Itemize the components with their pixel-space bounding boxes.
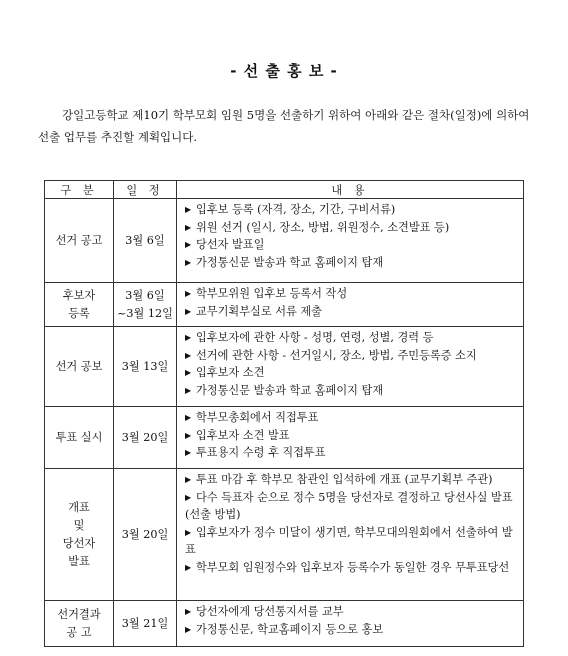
bullet-icon: ▶ [185,448,192,457]
item-text: 투표용지 수령 후 직접투표 [196,446,326,459]
item-text: 다수 득표자 순으로 정수 5명을 당선자로 결정하고 당선사실 발표 [196,490,513,504]
schedule-table [44,180,524,647]
list-item [185,603,517,621]
row-date: 3월 20일 [114,469,177,601]
row-date: 3월 20일 [114,407,177,469]
intro-paragraph: 강일고등학교 제10기 학부모회 임원 5명을 선출하기 위하여 아래와 같은 절차(일정)에 의하여 선출 업무를 추진할 계획입니다. [38,108,530,144]
table-row [45,407,524,469]
bullet-icon: ▶ [185,240,192,249]
item-text: 투표 마감 후 학부모 참관인 입석하에 개표 (교무기획부 주관) [196,473,493,486]
bullet-icon: ▶ [185,205,192,214]
list-item [185,382,517,400]
bullet-icon: ▶ [185,492,192,502]
list-item [185,219,517,237]
row-content [177,327,524,407]
list-item [185,236,517,254]
list-item [185,364,517,382]
list-item [185,621,517,639]
header-content: 내 용 [177,181,524,199]
bullet-icon: ▶ [185,306,192,316]
header-date: 일 정 [114,181,177,199]
list-item [185,524,517,559]
list-item [185,559,517,577]
table-row [45,327,524,407]
item-text: 입후보자에 관한 사항 - 성명, 연령, 성별, 경력 등 [196,331,434,344]
bullet-icon: ▶ [185,368,192,377]
bullet-icon: ▶ [185,562,192,572]
item-text: 학부모위원 입후보 등록서 작성 [196,287,348,300]
item-text: 입후보자 소견 발표 [196,428,290,442]
header-category: 구 분 [45,181,114,199]
page-title: - 선 출 홍 보 - [230,62,338,80]
row-category: 선거결과 공 고 [45,601,114,647]
list-item [185,329,517,347]
list-item [185,506,517,524]
bullet-icon: ▶ [185,624,192,634]
table-header-row [45,181,524,199]
bullet-icon: ▶ [185,527,192,537]
row-date: 3월 13일 [114,327,177,407]
item-text: 입후보자 소견 [196,366,265,379]
row-category: 선거 공고 [45,199,114,283]
item-text: 가정통신문 발송과 학교 홈페이지 탑재 [196,255,384,269]
bullet-icon: ▶ [185,607,192,616]
bullet-icon: ▶ [185,413,192,422]
item-text: 당선자에게 당선통지서를 교부 [196,605,344,618]
bullet-icon: ▶ [185,257,192,267]
list-item [185,303,517,321]
item-text: 위원 선거 (일시, 장소, 방법, 위원정수, 소견발표 등) [196,220,450,234]
item-text: 학부모총회에서 직접투표 [196,411,319,424]
row-content [177,469,524,601]
row-content [177,283,524,327]
bullet-icon: ▶ [185,475,192,484]
row-content [177,601,524,647]
item-text: 입후보자가 정수 미달이 생기면, 학부모대의원회에서 선출하여 발표 [185,525,513,556]
item-text: 교무기획부실로 서류 제출 [196,304,322,318]
item-text: (선출 방법) [185,508,241,521]
list-item [185,427,517,445]
item-text: 당선자 발표일 [196,238,265,251]
row-date: 3월 6일 ~3월 12일 [114,283,177,327]
bullet-icon: ▶ [185,350,192,360]
table-row [45,199,524,283]
table-row [45,283,524,327]
bullet-icon: ▶ [185,222,192,232]
bullet-icon: ▶ [185,333,192,342]
bullet-icon: ▶ [185,289,192,298]
list-item [185,409,517,427]
item-text: 가정통신문 발송과 학교 홈페이지 탑재 [196,383,384,397]
row-date: 3월 21일 [114,601,177,647]
list-item [185,285,517,303]
list-item [185,347,517,365]
bullet-icon: ▶ [185,430,192,440]
list-item [185,489,517,507]
row-date: 3월 6일 [114,199,177,283]
list-item [185,254,517,272]
table-row [45,469,524,601]
row-content [177,407,524,469]
item-text: 학부모회 임원정수와 입후보자 등록수가 동일한 경우 무투표당선 [196,560,510,574]
list-item [185,471,517,489]
table-row [45,601,524,647]
bullet-icon: ▶ [185,385,192,395]
row-content [177,199,524,283]
row-category: 개표 및 당선자 발표 [45,469,114,601]
row-category: 후보자 등록 [45,283,114,327]
list-item [185,201,517,219]
item-text: 입후보 등록 (자격, 장소, 기간, 구비서류) [196,203,396,216]
item-text: 가정통신문, 학교홈페이지 등으로 홍보 [196,622,384,636]
item-text: 선거에 관한 사항 - 선거일시, 장소, 방법, 주민등록증 소지 [196,348,477,362]
list-item [185,444,517,462]
row-category: 투표 실시 [45,407,114,469]
row-category: 선거 공보 [45,327,114,407]
